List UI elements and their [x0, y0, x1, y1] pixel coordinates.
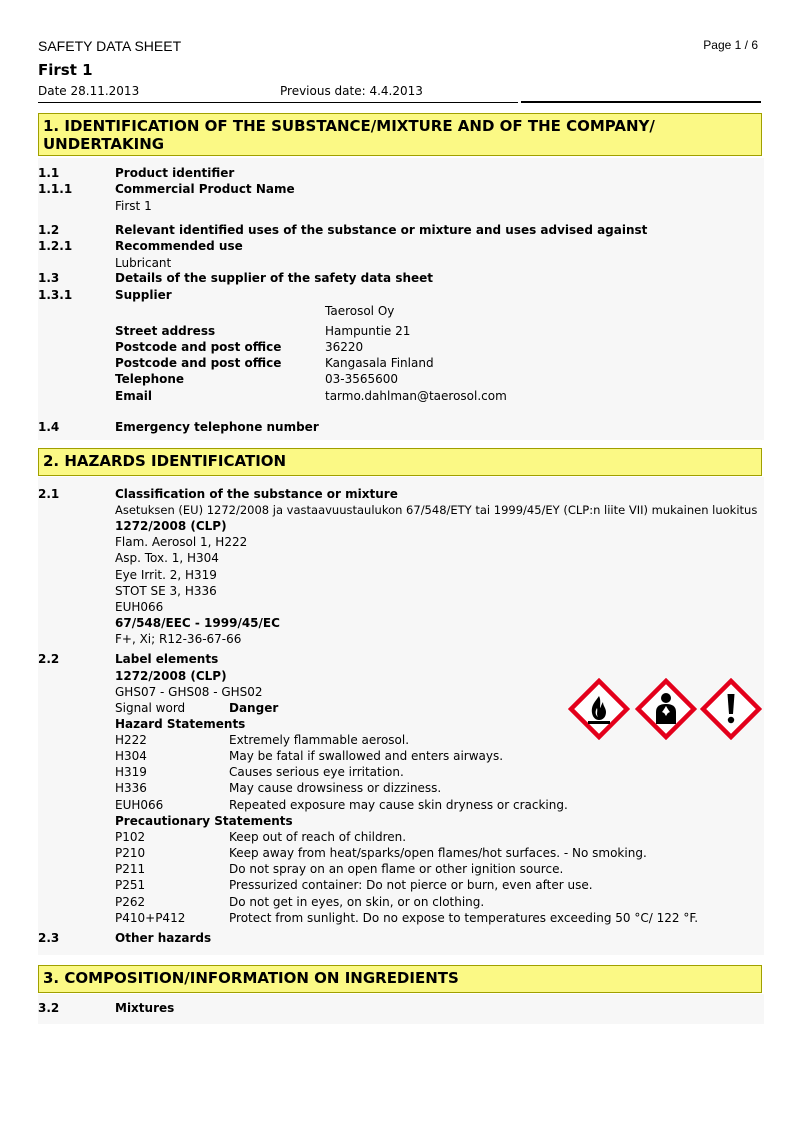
precaution-code: P410+P412 [115, 911, 186, 925]
signal-word-value: Danger [229, 701, 279, 715]
postcode-value: 36220 [325, 340, 364, 354]
precaution-code: P211 [115, 862, 146, 876]
post-office-value: Kangasala Finland [325, 356, 434, 370]
hazard-code: H304 [115, 749, 147, 763]
classification-item: Flam. Aerosol 1, H222 [115, 535, 248, 549]
page-number: Page 1 / 6 [703, 38, 758, 52]
item-number: 1.3.1 [38, 288, 73, 302]
section-2-heading: 2. HAZARDS IDENTIFICATION [38, 448, 762, 476]
emergency-telephone-label: Emergency telephone number [115, 420, 319, 434]
product-identifier-label: Product identifier [115, 166, 235, 180]
section-1-heading-line-1: 1. IDENTIFICATION OF THE SUBSTANCE/MIXTURE AND OF THE COMPANY/ [43, 117, 655, 135]
section-3-heading: 3. COMPOSITION/INFORMATION ON INGREDIENTS [38, 965, 762, 993]
ghs-codes: GHS07 - GHS08 - GHS02 [115, 685, 263, 699]
classification-text: Asetuksen (EU) 1272/2008 ja vastaavuustaulukon 67/548/ETY tai 1999/45/EY (CLP:n liite VII) mukainen luokitus [115, 503, 758, 517]
hazard-code: EUH066 [115, 798, 164, 812]
supplier-label: Supplier [115, 288, 172, 302]
street-address-value: Hampuntie 21 [325, 324, 411, 338]
section-1-heading-line-2: UNDERTAKING [43, 135, 165, 153]
commercial-product-name-value: First 1 [115, 199, 152, 213]
item-number: 2.1 [38, 487, 60, 501]
other-hazards-label: Other hazards [115, 931, 212, 945]
item-number: 2.3 [38, 931, 60, 945]
precaution-text: Keep away from heat/sparks/open flames/hot surfaces. - No smoking. [229, 846, 647, 860]
hazard-text: Extremely flammable aerosol. [229, 733, 410, 747]
precaution-code: P251 [115, 878, 146, 892]
precaution-code: P210 [115, 846, 146, 860]
item-number: 1.2 [38, 223, 60, 237]
precaution-text: Pressurized container: Do not pierce or burn, even after use. [229, 878, 593, 892]
clp-heading: 1272/2008 (CLP) [115, 519, 227, 533]
precaution-text: Do not get in eyes, on skin, or on clothing. [229, 895, 485, 909]
item-number: 1.1 [38, 166, 60, 180]
telephone-label: Telephone [115, 372, 185, 386]
eec-heading: 67/548/EEC - 1999/45/EC [115, 616, 280, 630]
header-divider-right [521, 101, 761, 103]
precaution-text: Protect from sunlight. Do no expose to temperatures exceeding 50 °C/ 122 °F. [229, 911, 699, 925]
hazard-statements-heading: Hazard Statements [115, 717, 246, 731]
eec-classification: F+, Xi; R12-36-67-66 [115, 632, 242, 646]
classification-item: EUH066 [115, 600, 164, 614]
previous-date: Previous date: 4.4.2013 [280, 84, 423, 98]
hazard-text: May be fatal if swallowed and enters airways. [229, 749, 504, 763]
commercial-product-name-label: Commercial Product Name [115, 182, 295, 196]
signal-word-label: Signal word [115, 701, 186, 715]
precaution-text: Do not spray on an open flame or other ignition source. [229, 862, 564, 876]
hazard-text: Repeated exposure may cause skin dryness or cracking. [229, 798, 568, 812]
health-hazard-pictogram-icon [635, 678, 697, 740]
classification-label: Classification of the substance or mixture [115, 487, 398, 501]
product-name-header: First 1 [38, 61, 93, 79]
hazard-code: H336 [115, 781, 147, 795]
street-address-label: Street address [115, 324, 216, 338]
precautionary-statements-heading: Precautionary Statements [115, 814, 293, 828]
item-number: 3.2 [38, 1001, 60, 1015]
flame-pictogram-icon [568, 678, 630, 740]
recommended-use-value: Lubricant [115, 256, 172, 270]
header-divider-left [38, 102, 518, 103]
hazard-text: May cause drowsiness or dizziness. [229, 781, 442, 795]
precaution-code: P262 [115, 895, 146, 909]
hazard-text: Causes serious eye irritation. [229, 765, 404, 779]
relevant-uses-label: Relevant identified uses of the substance or mixture and uses advised against [115, 223, 648, 237]
label-elements-label: Label elements [115, 652, 219, 666]
document-date: Date 28.11.2013 [38, 84, 140, 98]
item-number: 2.2 [38, 652, 60, 666]
email-value[interactable]: tarmo.dahlman@taerosol.com [325, 389, 507, 403]
section-1-heading [38, 113, 762, 156]
supplier-details-label: Details of the supplier of the safety data sheet [115, 271, 434, 285]
document-title: SAFETY DATA SHEET [38, 38, 182, 54]
hazard-code: H222 [115, 733, 147, 747]
supplier-name-value: Taerosol Oy [325, 304, 395, 318]
exclamation-pictogram-icon [700, 678, 762, 740]
item-number: 1.3 [38, 271, 60, 285]
clp-heading-2: 1272/2008 (CLP) [115, 669, 227, 683]
hazard-code: H319 [115, 765, 147, 779]
classification-item: Eye Irrit. 2, H319 [115, 568, 217, 582]
precaution-text: Keep out of reach of children. [229, 830, 407, 844]
item-number: 1.1.1 [38, 182, 73, 196]
classification-item: STOT SE 3, H336 [115, 584, 217, 598]
recommended-use-label: Recommended use [115, 239, 243, 253]
classification-item: Asp. Tox. 1, H304 [115, 551, 219, 565]
telephone-value: 03-3565600 [325, 372, 399, 386]
precaution-code: P102 [115, 830, 146, 844]
item-number: 1.4 [38, 420, 60, 434]
item-number: 1.2.1 [38, 239, 73, 253]
email-label: Email [115, 389, 153, 403]
mixtures-label: Mixtures [115, 1001, 175, 1015]
postcode-label: Postcode and post office [115, 340, 282, 354]
post-office-label: Postcode and post office [115, 356, 282, 370]
